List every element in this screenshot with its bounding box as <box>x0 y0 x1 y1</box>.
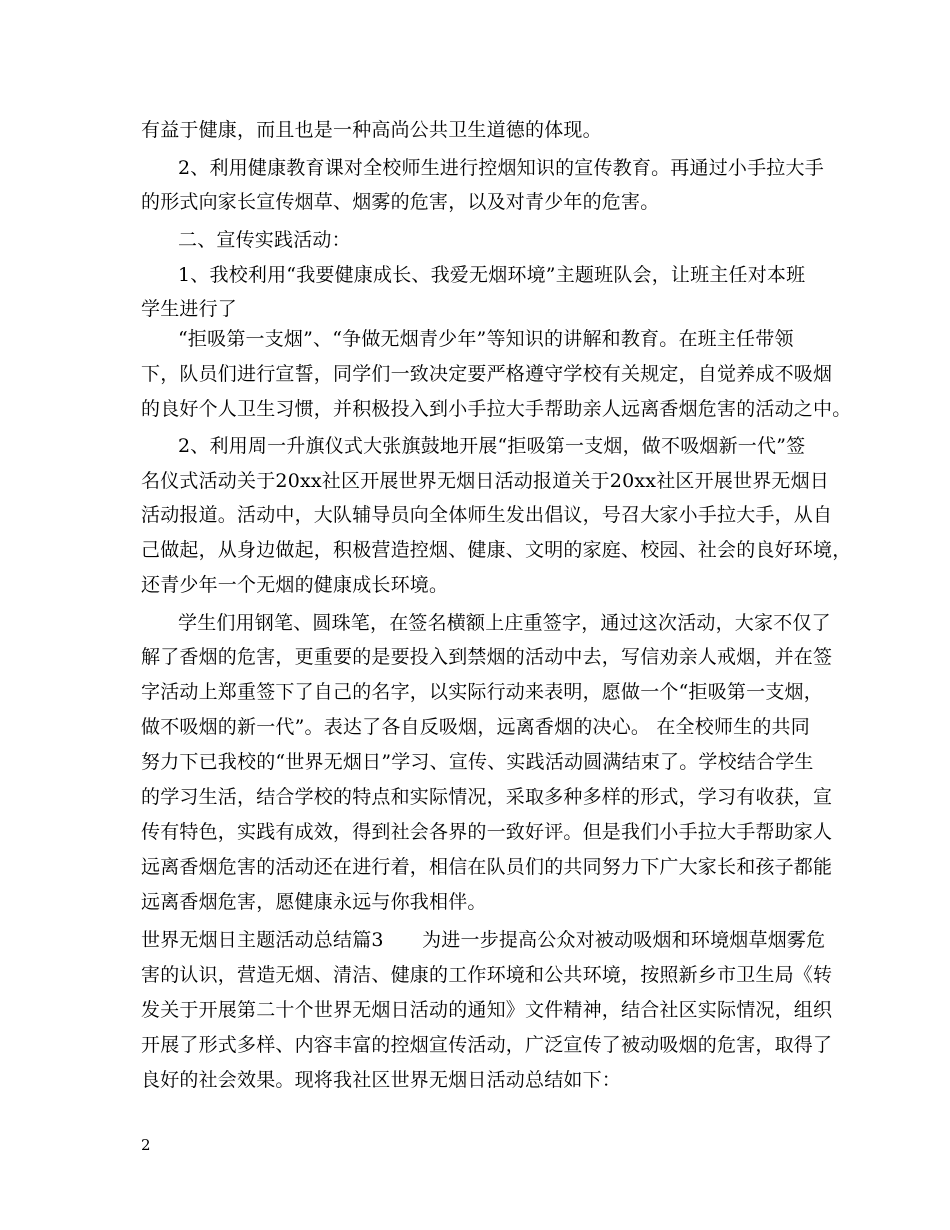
text-line: 活动报道。活动中，大队辅导员向全体师生发出倡议，号召大家小手拉大手，从自 <box>141 504 833 526</box>
text-line: 2、利用健康教育课对全校师生进行控烟知识的宣传教育。再通过小手拉大手 <box>178 157 824 179</box>
text-line: 解了香烟的危害，更重要的是要投入到禁烟的活动中去，写信劝亲人戒烟，并在签 <box>141 646 833 668</box>
text-line: 名仪式活动关于20xx社区开展世界无烟日活动报道关于20xx社区开展世界无烟日 <box>141 470 830 492</box>
text-line: 学生们用钢笔、圆珠笔，在签名横额上庄重签字，通过这次活动，大家不仅了 <box>178 612 831 634</box>
page-number: 2 <box>141 1136 151 1154</box>
text-line: 努力下已我校的“世界无烟日”学习、宣传、实践活动圆满结束了。学校结合学生 <box>141 751 814 773</box>
text-line: 远离香烟危害，愿健康永远与你我相伴。 <box>141 891 487 913</box>
text-line: 世界无烟日主题活动总结篇3 为进一步提高公众对被动吸烟和环境烟草烟雾危 <box>141 929 826 951</box>
text-line: 做不吸烟的新一代”。表达了各自反吸烟，远离香烟的决心。 在全校师生的共同 <box>141 716 810 738</box>
text-line: 良好的社会效果。现将我社区世界无烟日活动总结如下： <box>141 1069 622 1091</box>
section-heading: 二、宣传实践活动： <box>178 229 351 251</box>
text-line: 1、我校利用“我要健康成长、我爱无烟环境”主题班队会，让班主任对本班 <box>178 264 806 286</box>
text-line: 下，队员们进行宣誓，同学们一致决定要严格遵守学校有关规定，自觉养成不吸烟 <box>141 363 833 385</box>
text-line: 的良好个人卫生习惯，并积极投入到小手拉大手帮助亲人远离香烟危害的活动之中。 <box>141 398 852 420</box>
text-line: 远离香烟危害的活动还在进行着，相信在队员们的共同努力下广大家长和孩子都能 <box>141 856 833 878</box>
text-line: 害的认识，营造无烟、清洁、健康的工作环境和公共环境，按照新乡市卫生局《转 <box>141 964 833 986</box>
text-line: 己做起，从身边做起，积极营造控烟、健康、文明的家庭、校园、社会的良好环境， <box>141 539 852 561</box>
text-line: “拒吸第一支烟”、“争做无烟青少年”等知识的讲解和教育。在班主任带领 <box>178 328 794 350</box>
text-line: 开展了形式多样、内容丰富的控烟宣传活动，广泛宣传了被动吸烟的危害，取得了 <box>141 1034 833 1056</box>
text-line: 学生进行了 <box>141 298 238 320</box>
text-line: 字活动上郑重签下了自己的名字，以实际行动来表明，愿做一个“拒吸第一支烟， <box>141 681 823 703</box>
text-line: 传有特色，实践有成效，得到社会各界的一致好评。但是我们小手拉大手帮助家人 <box>141 821 833 843</box>
text-line: 还青少年一个无烟的健康成长环境。 <box>141 574 449 596</box>
text-line: 2、利用周一升旗仪式大张旗鼓地开展“拒吸第一支烟，做不吸烟新一代”签 <box>178 435 806 457</box>
text-line: 的学习生活，结合学校的特点和实际情况，采取多种多样的形式，学习有收获，宣 <box>141 786 833 808</box>
text-line: 的形式向家长宣传烟草、烟雾的危害，以及对青少年的危害。 <box>141 191 660 213</box>
text-line: 有益于健康，而且也是一种高尚公共卫生道德的体现。 <box>141 119 602 141</box>
text-line: 发关于开展第二十个世界无烟日活动的通知》文件精神，结合社区实际情况，组织 <box>141 999 833 1021</box>
